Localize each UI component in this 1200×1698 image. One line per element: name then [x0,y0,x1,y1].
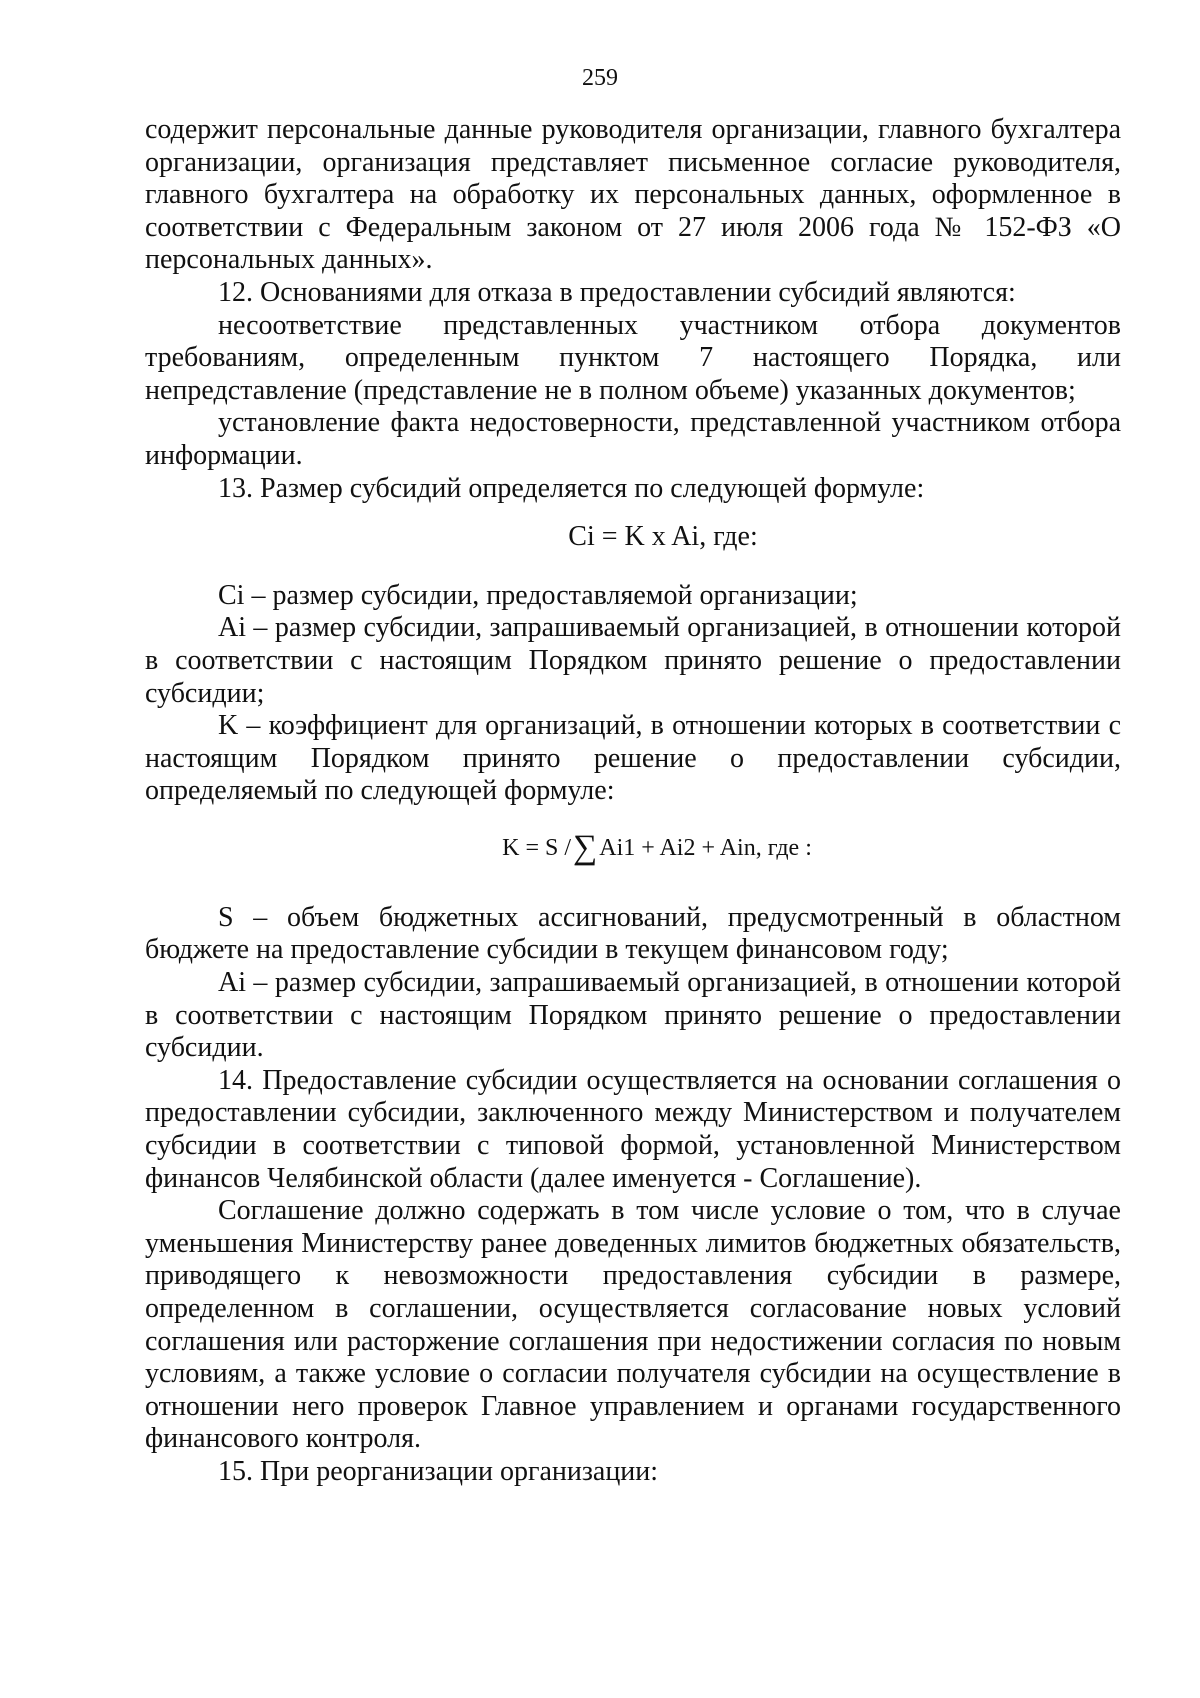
paragraph: содержит персональные данные руководителя организации, главного бухгалтера организации, организация представляет письменное согласие руководителя, главного бухгалтера на обработку их персональных данных, оформленное в соответствии с Федеральным законом от 27 июля 2006 года № 152-ФЗ «О персональных данных». [145,114,1121,276]
paragraph: 13. Размер субсидий определяется по следующей формуле: [218,472,925,504]
formula-left: K = S / [502,834,572,861]
paragraph: Ai – размер субсидии, запрашиваемый организацией, в отношении которой в соответствии с настоящим Порядком принято решение о предоставлении субсидии. [145,967,1121,1064]
formula-coefficient [145,828,1121,868]
page-number: 259 [582,65,618,91]
paragraph: S – объем бюджетных ассигнований, предусмотренный в областном бюджете на предоставление субсидии в текущем финансовом году; [145,901,1121,966]
document-body [145,114,1121,1489]
formula-subsidy-size: Ci = K x Ai, где: [568,521,758,553]
sigma-symbol: ∑ [573,828,598,866]
paragraph: Ai – размер субсидии, запрашиваемый организацией, в отношении которой в соответствии с настоящим Порядком принято решение о предоставлении субсидии; [145,612,1121,709]
formula-right: Ai1 + Ai2 + Ain, где : [599,834,812,861]
paragraph: K – коэффициент для организаций, в отношении которых в соответствии с настоящим Порядком принято решение о предоставлении субсидии, определяемый по следующей формуле: [145,710,1121,807]
paragraph: несоответствие представленных участником отбора документов требованиям, определенным пунктом 7 настоящего Порядка, или непредставление (представление не в полном объеме) указанных документов; [145,309,1121,406]
paragraph: Соглашение должно содержать в том числе условие о том, что в случае уменьшения Министерству ранее доведенных лимитов бюджетных обязательств, приводящего к невозможности предоставления субсидии в размере, определенном в соглашении, осуществляется согласование новых условий соглашения или расторжение соглашения при недостижении согласия по новым условиям, а также условие о согласии получателя субсидии на осуществление в отношении него проверок Главное управлением и органами государственного финансового контроля. [145,1195,1121,1455]
paragraph: Ci – размер субсидии, предоставляемой организации; [218,579,858,611]
paragraph: 15. При реорганизации организации: [218,1455,659,1487]
paragraph: установление факта недостоверности, представленной участником отбора информации. [145,407,1121,471]
paragraph: 14. Предоставление субсидии осуществляется на основании соглашения о предоставлении субсидии, заключенного между Министерством и получателем субсидии в соответствии с типовой формой, установленной Министерством финансов Челябинской области (далее именуется - Соглашение). [145,1064,1121,1194]
paragraph: 12. Основаниями для отказа в предоставлении субсидий являются: [218,276,1016,308]
